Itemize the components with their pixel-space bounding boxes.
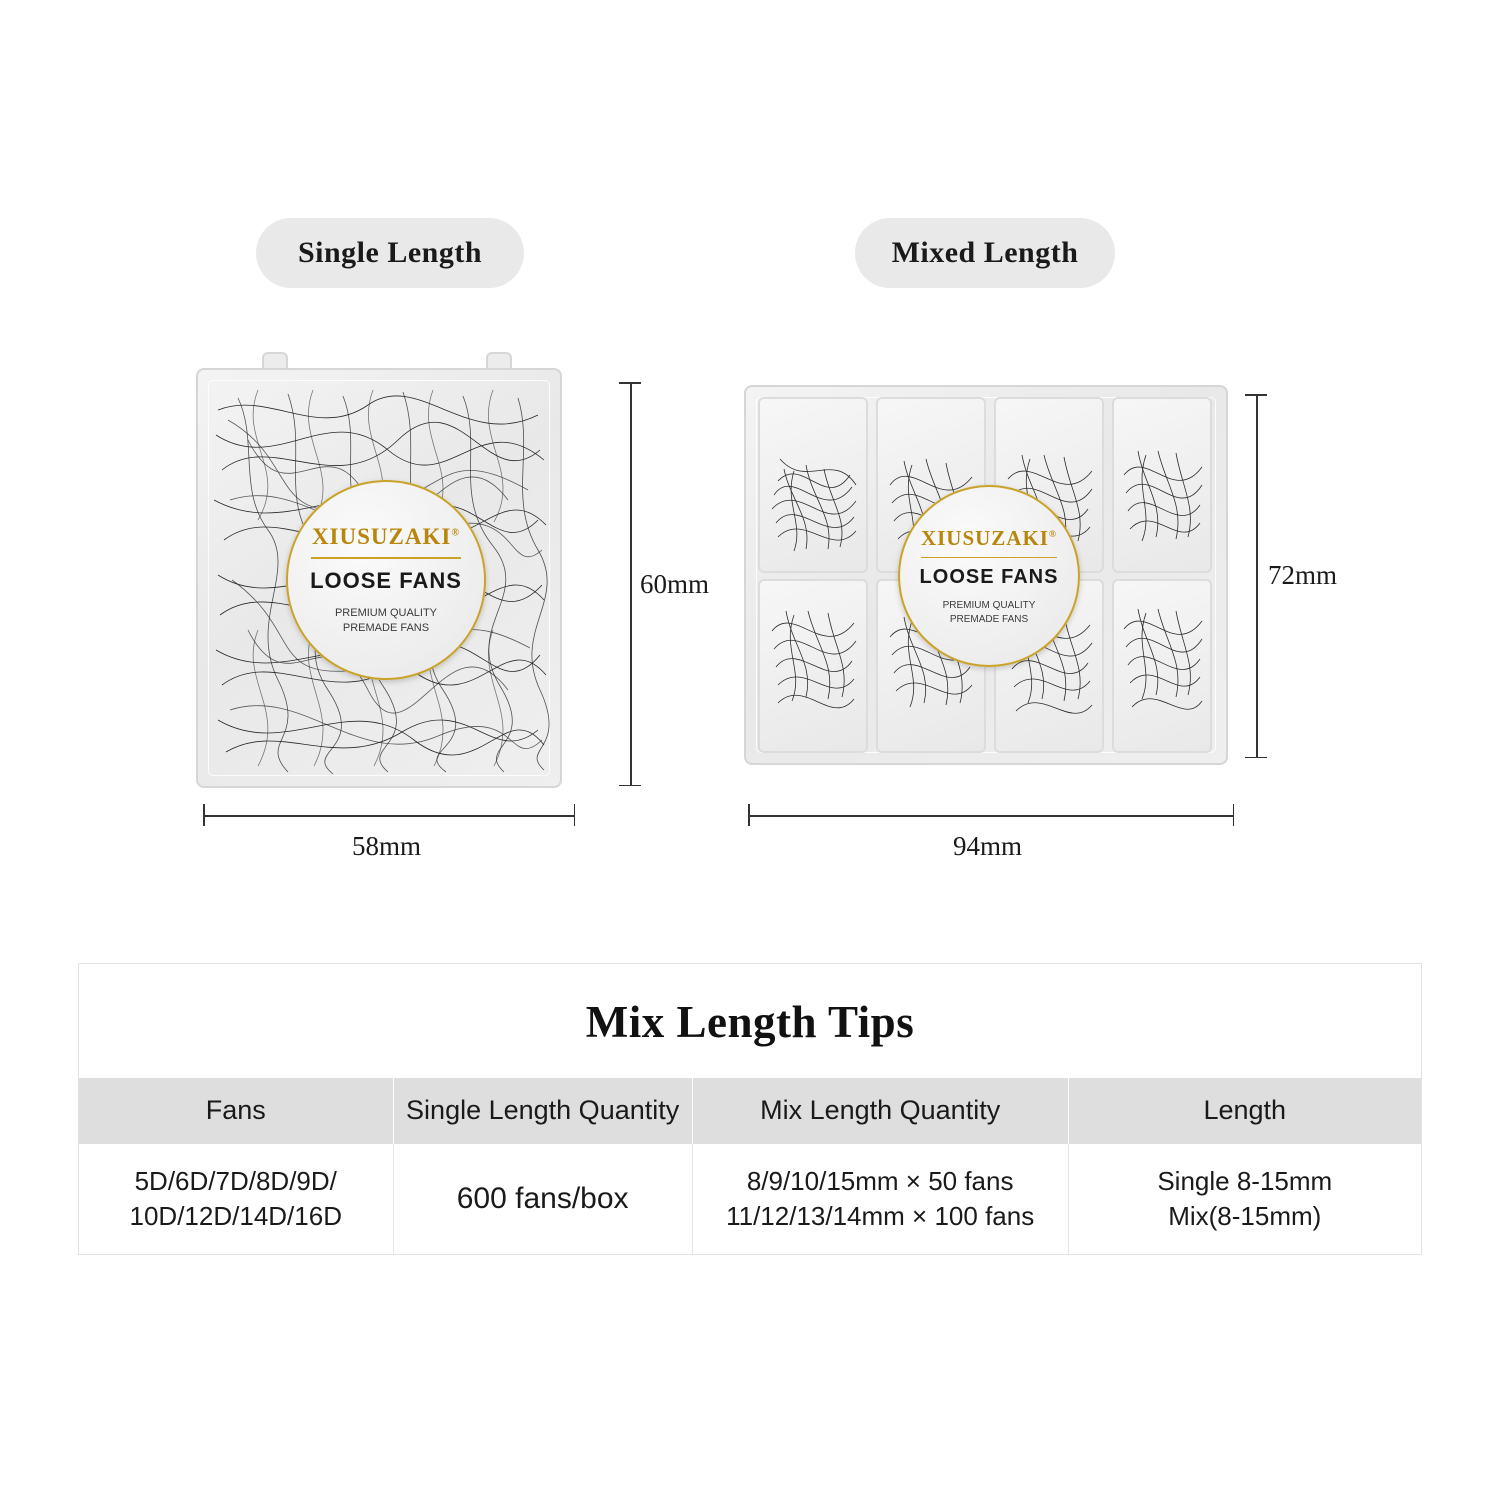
brand-label-sticker-mixed (898, 485, 1080, 667)
specs-table (79, 1078, 1421, 1254)
section-label-mixed-length-text: Mixed Length (891, 236, 1079, 269)
mix-length-tips-table (78, 963, 1422, 1255)
compartment (1112, 397, 1212, 573)
single-width-dimension-line (203, 803, 575, 827)
mixed-height-label: 72mm (1268, 560, 1338, 590)
section-label-mixed-length (855, 218, 1115, 288)
section-label-single-length (256, 218, 524, 288)
cell-single-quantity: 600 fans/box (393, 1144, 692, 1254)
registered-mark: ® (1048, 529, 1058, 540)
single-height-label: 60mm (640, 569, 710, 599)
single-length-product-image (196, 368, 562, 788)
mixed-length-product-image (744, 385, 1228, 765)
brand-name: XIUSUZAKI® (920, 525, 1058, 550)
mixed-height-dimension-line (1244, 394, 1268, 758)
brand-label-sticker-single (286, 480, 486, 680)
product-subtitle: PREMIUM QUALITY PREMADE FANS (334, 606, 438, 634)
divider (311, 557, 461, 559)
mixed-width-label: 94mm (953, 831, 1023, 861)
single-width-label: 58mm (352, 831, 422, 861)
product-title: LOOSE FANS (919, 566, 1059, 589)
tips-table-title: Mix Length Tips (585, 997, 915, 1047)
cell-mix-quantity: 8/9/10/15mm × 50 fans 11/12/13/14mm × 100 fans (692, 1144, 1068, 1254)
column-header-single-length-quantity: Single Length Quantity (393, 1078, 692, 1144)
divider (921, 557, 1057, 559)
table-row (79, 1144, 1421, 1254)
mixed-width-dimension-line (748, 803, 1234, 827)
cell-fans: 5D/6D/7D/8D/9D/ 10D/12D/14D/16D (79, 1144, 393, 1254)
product-subtitle: PREMIUM QUALITY PREMADE FANS (942, 600, 1036, 625)
compartment (758, 397, 868, 573)
box-latch-right-icon (486, 352, 512, 368)
table-header-row (79, 1078, 1421, 1144)
single-height-dimension-line (618, 382, 642, 786)
registered-mark: ® (451, 527, 461, 539)
column-header-length: Length (1068, 1078, 1421, 1144)
section-label-single-length-text: Single Length (297, 236, 483, 269)
brand-name: XIUSUZAKI® (311, 524, 461, 550)
column-header-mix-length-quantity: Mix Length Quantity (692, 1078, 1068, 1144)
column-header-fans: Fans (79, 1078, 393, 1144)
product-title: LOOSE FANS (310, 567, 462, 593)
box-latch-left-icon (262, 352, 288, 368)
compartment (758, 579, 868, 753)
compartment (1112, 579, 1212, 753)
cell-length: Single 8-15mm Mix(8-15mm) (1157, 1165, 1333, 1231)
